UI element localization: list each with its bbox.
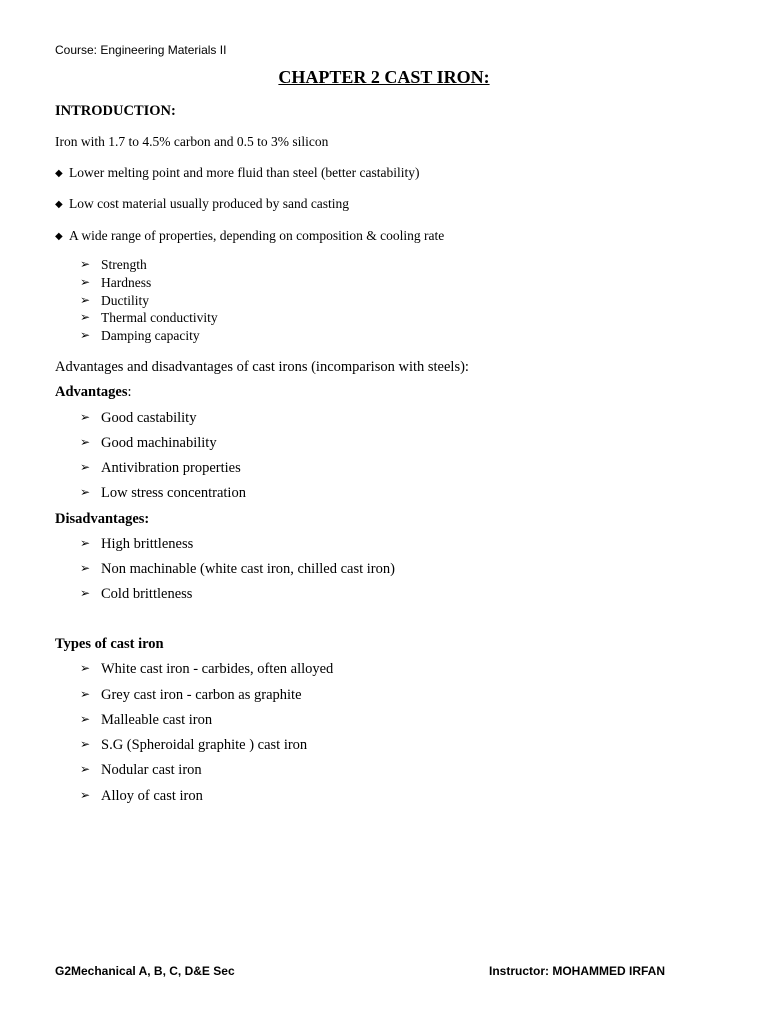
- arrow-bullet-icon: ➢: [80, 310, 91, 324]
- bullet-text: Low cost material usually produced by sand casting: [69, 196, 350, 211]
- bullet-item: [55, 228, 444, 244]
- advantages-label: Advantages: [55, 384, 128, 400]
- comparison-line: Advantages and disadvantages of cast irons (incomparison with steels):: [55, 359, 469, 375]
- list-item-text: White cast iron - carbides, often alloyed: [101, 661, 334, 677]
- list-item-text: Hardness: [101, 275, 152, 290]
- intro-line: Iron with 1.7 to 4.5% carbon and 0.5 to 3% silicon: [55, 134, 329, 149]
- diamond-bullet-icon: ◆: [55, 231, 63, 242]
- bullet-text: A wide range of properties, depending on composition & cooling rate: [69, 228, 445, 243]
- advantages-colon: :: [127, 384, 132, 400]
- arrow-bullet-icon: ➢: [80, 561, 91, 575]
- arrow-bullet-icon: ➢: [80, 712, 91, 726]
- bullet-item: [55, 196, 349, 212]
- list-item-text: High brittleness: [101, 536, 194, 552]
- list-item-text: Damping capacity: [101, 328, 200, 343]
- arrow-bullet-icon: ➢: [80, 460, 91, 474]
- arrow-bullet-icon: ➢: [80, 737, 91, 751]
- list-item-text: Strength: [101, 257, 147, 272]
- arrow-bullet-icon: ➢: [80, 328, 91, 342]
- list-item-text: Nodular cast iron: [101, 762, 202, 778]
- bullet-item: [55, 165, 420, 181]
- list-item-text: Good machinability: [101, 435, 217, 451]
- types-heading: Types of cast iron: [55, 636, 164, 652]
- introduction-heading: INTRODUCTION:: [55, 103, 176, 119]
- arrow-bullet-icon: ➢: [80, 762, 91, 776]
- footer-instructor: Instructor: MOHAMMED IRFAN: [489, 964, 665, 978]
- diamond-bullet-icon: ◆: [55, 168, 63, 179]
- arrow-bullet-icon: ➢: [80, 788, 91, 802]
- bullet-text: Lower melting point and more fluid than steel (better castability): [69, 165, 420, 180]
- list-item-text: Malleable cast iron: [101, 712, 213, 728]
- list-item-text: Grey cast iron - carbon as graphite: [101, 687, 302, 703]
- arrow-bullet-icon: ➢: [80, 661, 91, 675]
- footer-section-label: G2Mechanical A, B, C, D&E Sec: [55, 964, 235, 978]
- diamond-bullet-icon: ◆: [55, 199, 63, 210]
- arrow-bullet-icon: ➢: [80, 485, 91, 499]
- list-item-text: Antivibration properties: [101, 460, 241, 476]
- list-item-text: Thermal conductivity: [101, 310, 218, 325]
- list-item-text: Good castability: [101, 410, 197, 426]
- chapter-title: CHAPTER 2 CAST IRON:: [278, 67, 490, 87]
- list-item-text: Ductility: [101, 293, 149, 308]
- list-item-text: Low stress concentration: [101, 485, 246, 501]
- arrow-bullet-icon: ➢: [80, 435, 91, 449]
- arrow-bullet-icon: ➢: [80, 257, 91, 271]
- disadvantages-heading: Disadvantages:: [55, 511, 150, 527]
- arrow-bullet-icon: ➢: [80, 586, 91, 600]
- arrow-bullet-icon: ➢: [80, 687, 91, 701]
- arrow-bullet-icon: ➢: [80, 410, 91, 424]
- list-item-text: S.G (Spheroidal graphite ) cast iron: [101, 737, 308, 753]
- arrow-bullet-icon: ➢: [80, 275, 91, 289]
- arrow-bullet-icon: ➢: [80, 536, 91, 550]
- list-item-text: Cold brittleness: [101, 586, 193, 602]
- course-header: Course: Engineering Materials II: [55, 43, 227, 57]
- list-item-text: Non machinable (white cast iron, chilled cast iron): [101, 561, 395, 577]
- list-item-text: Alloy of cast iron: [101, 788, 203, 804]
- advantages-heading: [55, 384, 132, 401]
- arrow-bullet-icon: ➢: [80, 293, 91, 307]
